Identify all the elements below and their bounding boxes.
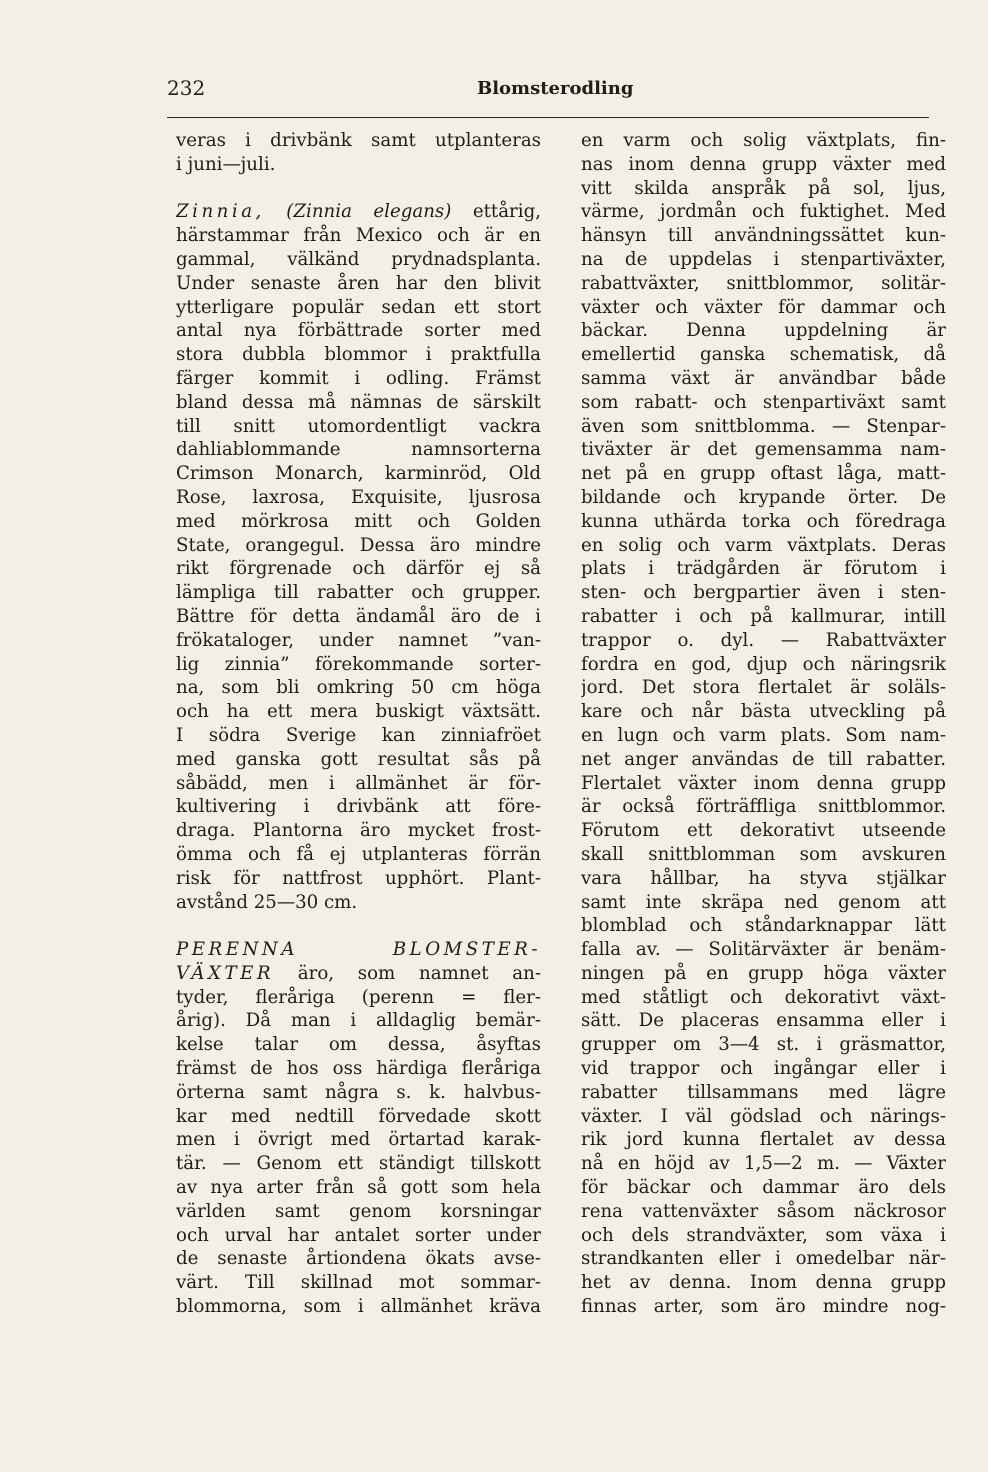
text-line: rabatter tillsammans med lägre	[581, 1081, 946, 1103]
text-line: gammal, välkänd prydnadsplanta.	[176, 248, 541, 270]
text-line: tär. — Genom ett ständigt tillskott	[176, 1153, 541, 1175]
text-line: lämpliga till rabatter och grupper.	[176, 582, 541, 604]
text-line: årig). Då man i alldaglig bemär-	[176, 1010, 541, 1032]
text-line: med ståtligt och dekorativt växt-	[581, 986, 946, 1008]
text-line: jord. Det stora flertalet är soläls-	[581, 677, 946, 699]
text-line: falla av. — Solitärväxter är benäm-	[581, 939, 946, 961]
text-line: hänsyn till användningssättet kun-	[581, 225, 946, 247]
text-line: tiväxter är det gemensamma nam-	[581, 439, 946, 461]
text-line: draga. Plantorna äro mycket frost-	[176, 820, 541, 842]
section-heading: PERENNA BLOMSTER-	[176, 939, 541, 961]
text-line: ytterligare populär sedan ett stort	[176, 296, 541, 318]
text-line: avstånd 25—30 cm.	[176, 891, 358, 913]
text-line: värme, jordmån och fuktighet. Med	[581, 201, 946, 223]
text-line: även som snittblomma. — Stenpar-	[581, 415, 946, 437]
text-line: blomblad och ståndarknappar lätt	[581, 915, 946, 937]
text-line: och urval har antalet sorter under	[176, 1224, 541, 1246]
text-line: rena vattenväxter såsom näckrosor	[581, 1200, 946, 1222]
text-line: stora dubbla blommor i praktfulla	[176, 344, 541, 366]
text-line: med ganska gott resultat sås på	[176, 748, 541, 770]
paragraph-perenna	[176, 938, 541, 1319]
text-line: till snitt utomordentligt vackra	[176, 415, 541, 437]
text-line: I södra Sverige kan zinniafröet	[176, 724, 541, 746]
text-line: Zinnia, (Zinnia elegans) ettårig,	[176, 201, 541, 223]
text-line: för bäckar och dammar äro dels	[581, 1177, 946, 1199]
text-line: tyder, fleråriga (perenn = fler-	[176, 986, 541, 1008]
text-line: samma växt är användbar både	[581, 367, 946, 389]
text-line: Under senaste åren har den blivit	[176, 272, 541, 294]
text-line: sätt. De placeras ensamma eller i	[581, 1010, 946, 1032]
text-line: blommorna, som i allmänhet kräva	[176, 1296, 541, 1318]
text-line: trappor o. dyl. — Rabattväxter	[581, 629, 946, 651]
text-line: het av denna. Inom denna grupp	[581, 1272, 946, 1294]
section-heading-cont: VÄXTER	[176, 962, 275, 984]
text-line: State, orangegul. Dessa äro mindre	[176, 534, 541, 556]
text-line: rik jord kunna flertalet av dessa	[581, 1129, 946, 1151]
text-line: men i övrigt med örtartad karak-	[176, 1129, 541, 1151]
text-line: av nya arter från så gott som hela	[176, 1177, 541, 1199]
text-line: färger kommit i odling. Främst	[176, 367, 541, 389]
text-line: rabattväxter, snittblommor, solitär-	[581, 272, 946, 294]
header-rule	[167, 117, 929, 118]
text-line: VÄXTER äro, som namnet an-	[176, 962, 541, 984]
text-line: nas inom denna grupp växter med	[581, 153, 946, 175]
term-zinnia: Zinnia,	[176, 201, 265, 223]
text-line: som rabatt- och stenpartiväxt samt	[581, 391, 946, 413]
text-line: Crimson Monarch, karminröd, Old	[176, 463, 541, 485]
text-line: Flertalet växter inom denna grupp	[581, 772, 946, 794]
text-line: antal nya förbättrade sorter med	[176, 320, 541, 342]
text-line: kare och når bästa utveckling på	[581, 701, 946, 723]
text-line: växter och växter för dammar och	[581, 296, 946, 318]
text-line: finnas arter, som äro mindre nog-	[581, 1296, 946, 1318]
text-line: net på en grupp oftast låga, matt-	[581, 463, 946, 485]
text-line: vara hållbar, ha styva stjälkar	[581, 867, 946, 889]
page-header	[167, 76, 929, 106]
text-line: kelse talar om dessa, åsyftas	[176, 1034, 541, 1056]
text-line: plats i trädgården är förutom i	[581, 558, 946, 580]
left-column	[176, 129, 541, 1319]
text-line: bäckar. Denna uppdelning är	[581, 320, 946, 342]
paragraph-right	[581, 129, 946, 1319]
text-line: fordra en god, djup och näringsrik	[581, 653, 946, 675]
text-line: dahliablommande namnsorterna	[176, 439, 541, 461]
text-line: veras i drivbänk samt utplanteras	[176, 130, 541, 151]
paragraph-zinnia	[176, 200, 541, 914]
text-line: värt. Till skillnad mot sommar-	[176, 1272, 541, 1294]
text-line: nå en höjd av 1,5—2 m. — Växter	[581, 1153, 946, 1175]
text-line: kultivering i drivbänk att före-	[176, 796, 541, 818]
text-line: kar med nedtill förvedade skott	[176, 1105, 541, 1127]
text-line: risk för nattfrost upphört. Plant-	[176, 867, 541, 889]
text-line: en varm och solig växtplats, fin-	[581, 130, 946, 151]
page-number: 232	[167, 76, 206, 100]
text-line: sten- och bergpartier även i sten-	[581, 582, 946, 604]
text-line: Bättre för detta ändamål äro de i	[176, 605, 541, 627]
text-line: rabatter i och på kallmurar, intill	[581, 605, 946, 627]
right-column	[581, 129, 946, 1319]
text-line: de senaste årtiondena ökats avse-	[176, 1248, 541, 1270]
text-line: frökataloger, under namnet ”van-	[176, 629, 541, 651]
text-line: vitt skilda anspråk på sol, ljus,	[581, 177, 946, 199]
text-line: är också förträffliga snittblommor.	[581, 796, 946, 818]
text-line: net anger användas de till rabatter.	[581, 748, 946, 770]
paragraph-continuation	[176, 129, 541, 177]
text-line: strandkanten eller i omedelbar när-	[581, 1248, 946, 1270]
latin-name: (Zinnia elegans)	[286, 201, 452, 223]
text-line: såbädd, men i allmänhet är för-	[176, 772, 541, 794]
text-line: emellertid ganska schematisk, då	[581, 344, 946, 366]
text-line: en lugn och varm plats. Som nam-	[581, 724, 946, 746]
text-line: na, som bli omkring 50 cm höga	[176, 677, 541, 699]
text-line: i juni—juli.	[176, 153, 276, 175]
text-line: örterna samt några s. k. halvbus-	[176, 1081, 541, 1103]
text-line: kunna uthärda torka och föredraga	[581, 510, 946, 532]
text-line: na de uppdelas i stenpartiväxter,	[581, 248, 946, 270]
text-line: bland dessa må nämnas de särskilt	[176, 391, 541, 413]
text-line: främst de hos oss härdiga fleråriga	[176, 1058, 541, 1080]
text-line: lig zinnia” förekommande sorter-	[176, 653, 541, 675]
text-line: bildande och krypande örter. De	[581, 486, 946, 508]
text-line: en solig och varm växtplats. Deras	[581, 534, 946, 556]
text-line: skall snittblomman som avskuren	[581, 843, 946, 865]
text-line: grupper om 3—4 st. i gräsmattor,	[581, 1034, 946, 1056]
text-line: med mörkrosa mitt och Golden	[176, 510, 541, 532]
text-line: världen samt genom korsningar	[176, 1200, 541, 1222]
text-line: ningen på en grupp höga växter	[581, 962, 946, 984]
text-line: och dels strandväxter, som växa i	[581, 1224, 946, 1246]
text-line: ömma och få ej utplanteras förrän	[176, 843, 541, 865]
running-title: Blomsterodling	[477, 78, 634, 99]
text-line: Rose, laxrosa, Exquisite, ljusrosa	[176, 486, 541, 508]
text-line: vid trappor och ingångar eller i	[581, 1058, 946, 1080]
text-line: Förutom ett dekorativt utseende	[581, 820, 946, 842]
text-line: rikt förgrenade och därför ej så	[176, 558, 541, 580]
text-line: samt inte skräpa ned genom att	[581, 891, 946, 913]
text-line: härstammar från Mexico och är en	[176, 225, 541, 247]
text-line: och ha ett mera buskigt växtsätt.	[176, 701, 541, 723]
text-line: växter. I väl gödslad och närings-	[581, 1105, 946, 1127]
